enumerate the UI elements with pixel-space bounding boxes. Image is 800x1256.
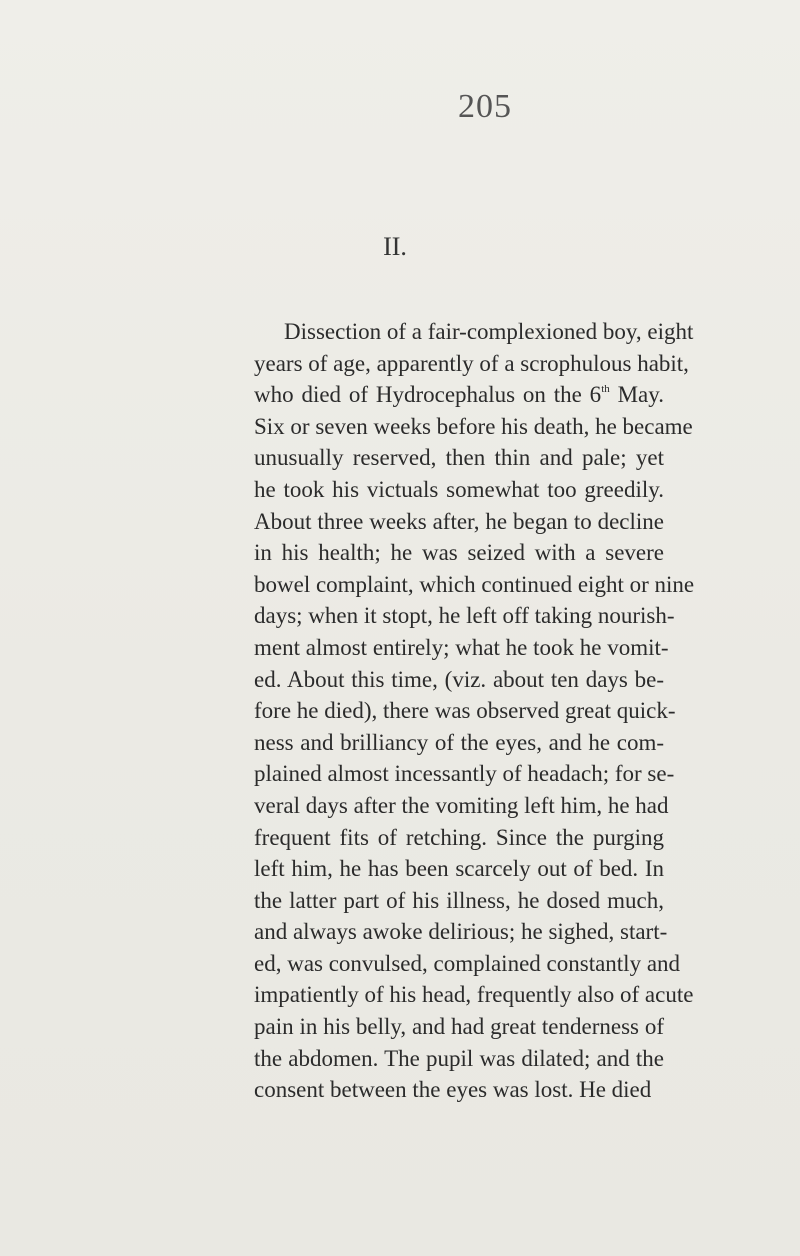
text-line: fore he died), there was observed great quick- <box>254 698 676 724</box>
text-line: years of age, apparently of a scrophulous habit, <box>254 350 689 376</box>
text-line: plained almost incessantly of headach; for se- <box>254 761 675 787</box>
text-line: left him, he has been scarcely out of bed. In <box>254 856 664 882</box>
text-line: pain in his belly, and had great tenderness of <box>254 1014 664 1040</box>
text-line-part: May. <box>609 382 664 408</box>
text-line: frequent fits of retching. Since the purging <box>254 824 664 850</box>
text-line-with-date <box>254 379 664 411</box>
section-heading: II. <box>383 232 407 261</box>
text-line: ness and brilliancy of the eyes, and he com- <box>254 729 664 755</box>
text-line: the abdomen. The pupil was dilated; and the <box>254 1045 664 1071</box>
text-line: impatiently of his head, frequently also of acute <box>254 982 694 1008</box>
text-line: Six or seven weeks before his death, he became <box>254 413 693 439</box>
text-line: and always awoke delirious; he sighed, start- <box>254 919 668 945</box>
text-line: consent between the eyes was lost. He died <box>254 1077 652 1103</box>
text-line-part: who died of Hydrocephalus on the 6 <box>254 382 602 408</box>
body-paragraph <box>254 316 695 1106</box>
text-line: the latter part of his illness, he dosed much, <box>254 887 664 913</box>
text-line: veral days after the vomiting left him, he had <box>254 792 669 818</box>
text-line: ment almost entirely; what he took he vomit- <box>254 634 669 660</box>
text-line: ed. About this time, (viz. about ten days be- <box>254 666 664 692</box>
text-line: bowel complaint, which continued eight or nine <box>254 571 695 597</box>
page-number: 205 <box>458 88 512 125</box>
ordinal-superscript: th <box>601 383 610 396</box>
text-line: ed, was convulsed, complained constantly and <box>254 950 681 976</box>
text-line: in his health; he was seized with a severe <box>254 540 664 566</box>
text-line: Dissection of a fair-complexioned boy, eight <box>284 319 694 344</box>
text-line: unusually reserved, then thin and pale; yet <box>254 445 664 471</box>
text-line: About three weeks after, he began to decline <box>254 508 664 534</box>
text-line: he took his victuals somewhat too greedily. <box>254 476 664 502</box>
text-line: days; when it stopt, he left off taking nourish- <box>254 603 675 629</box>
